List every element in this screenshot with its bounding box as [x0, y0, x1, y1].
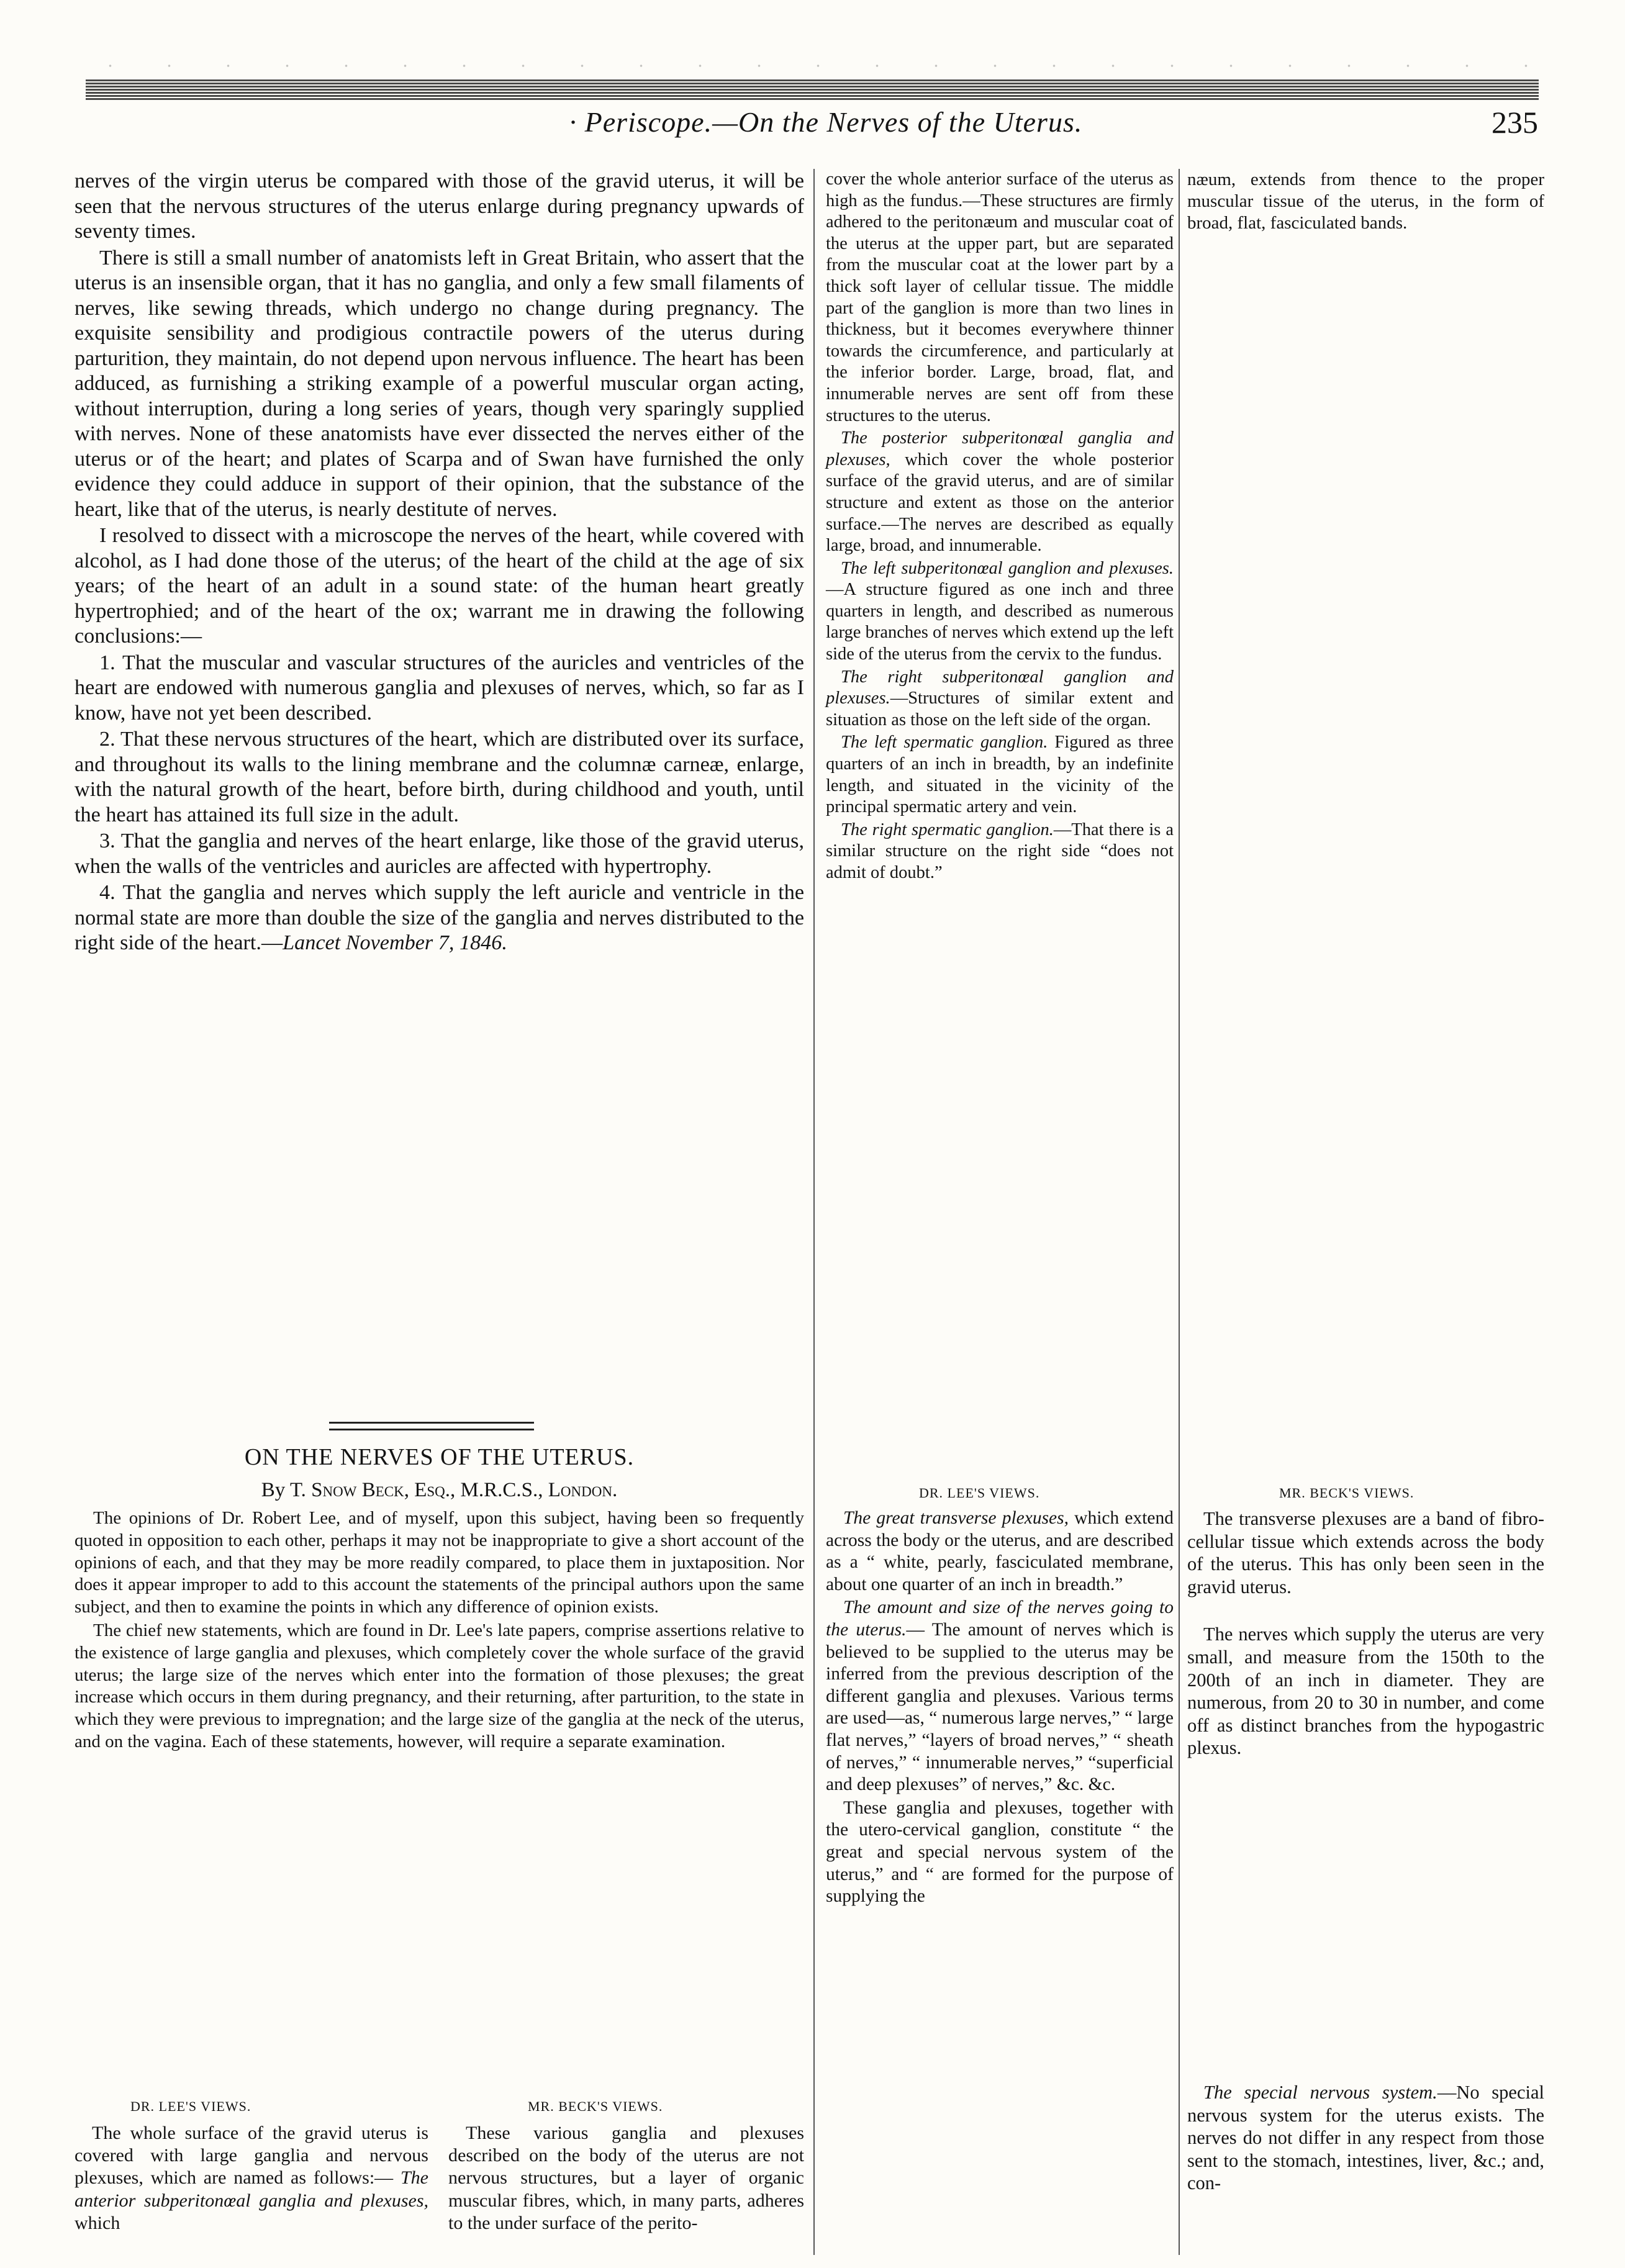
lee-views-column-2 — [826, 1507, 1174, 1909]
paragraph-text: — The amount of nerves which is believed to be supplied to the uterus may be inferred from the previous description of the different ganglia and plexuses. Various terms are used—as, “ numerous large nerves,” “ large flat nerves,” “layers of broad nerves,” “ sheath of nerves,” “ innumerable nerves,” “superficial and deep plexuses” of nerves,” &c. &c. — [826, 1619, 1174, 1795]
paragraph-text: which extend across the body or the uterus, and are described as a “ white, pearly, fasciculated membrane, about one quarter of an inch in breadth.” — [826, 1508, 1174, 1594]
byline-prefix: By T. — [261, 1479, 306, 1501]
italic-heading: The special nervous system. — [1203, 2082, 1437, 2103]
paragraph — [826, 558, 1174, 666]
paragraph-text: which cover the whole posterior surface of the gravid uterus, and are of similar structure and extent as those on the anterior surface.—The nerves are described as equally large, broad, and innumerable. — [826, 450, 1174, 556]
paragraph: These various ganglia and plexuses described on the body of the uterus are not nervous structures, but a layer of organic muscular fibres, which, in many parts, adheres to the under surface of the perito- — [448, 2123, 804, 2233]
lee-views-heading-2: DR. LEE'S VIEWS. — [919, 1485, 1040, 1501]
middle-column — [826, 169, 1174, 885]
paragraph-text: —Structures of similar extent and situation as those on the left side of the organ. — [826, 689, 1174, 730]
italic-heading: The great transverse plexuses, — [843, 1508, 1069, 1528]
paragraph — [75, 2122, 428, 2234]
paragraph: These ganglia and plexuses, together with the utero-cervical ganglion, constitute “ the great and special nervous system of the uterus,” and “ are formed for the purpose of supplying the — [826, 1797, 1174, 1907]
article-intro — [75, 1507, 804, 1755]
conclusion-item: 2. That these nervous structures of the heart, which are distributed over its surface, and throughout its walls to the lining membrane and the columnæ carneæ, enlarge, with the natural growth of the heart, before birth, during childhood and youth, until the heart has attained its full size in the adult. — [75, 728, 804, 826]
paragraph — [826, 732, 1174, 818]
beck-views-column — [448, 2122, 804, 2236]
header-rule — [86, 79, 1539, 101]
byline — [75, 1479, 804, 1502]
italic-heading: The right spermatic ganglion. — [841, 820, 1054, 839]
article-title: ON THE NERVES OF THE UTERUS. — [244, 1444, 635, 1470]
paragraph — [826, 820, 1174, 884]
italic-heading: The left subperitonœal ganglion and plexuses. — [841, 558, 1174, 578]
running-head: · Periscope.—On the Nerves of the Uterus. — [569, 106, 1083, 138]
paragraph: cover the whole anterior surface of the uterus as high as the fundus.—These structures are firmly adhered to the peritonæum and muscular coat of the uterus at the upper part, but are separated from the muscular coat at the lower part by a thick soft layer of cellular tissue. The middle part of the ganglion is more than two lines in thickness, but it becomes everywhere thinner towards the circumference, and particularly at the inferior border. Large, broad, flat, and innumerable nerves are sent off from these structures to the uterus. — [826, 169, 1174, 425]
paragraph-text: —A structure figured as one inch and three quarters in length, and described as numerous large branches of nerves which extend up the left side of the uterus from the cervix to the fundus. — [826, 580, 1174, 664]
paragraph — [826, 428, 1174, 557]
conclusion-item — [75, 880, 804, 956]
italic-heading: The left spermatic ganglion. — [841, 733, 1048, 752]
conclusion-item: 1. That the muscular and vascular structures of the auricles and ventricles of the heart are endowed with numerous ganglia and plexuses of nerves, which, so far as I know, have not yet been described. — [75, 651, 804, 725]
citation: Lancet November 7, 1846. — [283, 931, 507, 954]
main-column — [75, 169, 804, 957]
paragraph: I resolved to dissect with a microscope the nerves of the heart, while covered with alcohol, as I had done those of the uterus; of the heart of the child at the age of six years; of the heart of an adult in a sound state: of the human heart greatly hypertrophied; and of the heart of the ox; warrant me in drawing the following conclusions:— — [75, 524, 804, 648]
lee-views-heading: DR. LEE'S VIEWS. — [130, 2099, 251, 2114]
column-rule — [1179, 169, 1180, 2255]
paragraph — [1187, 2081, 1544, 2195]
beck-views-column-3 — [1187, 2081, 1544, 2196]
paragraph: The nerves which supply the uterus are very small, and measure from the 150th to the 200th of an inch in diameter. They are numerous, from 20 to 30 in number, and come off as distinct branches from the hypogastric plexus. — [1187, 1624, 1544, 1759]
section-divider — [329, 1422, 534, 1430]
beck-views-column-2 — [1187, 1507, 1544, 1761]
paragraph: nerves of the virgin uterus be compared with those of the gravid uterus, it will be seen that the nervous structures of the uterus enlarge during pregnancy upwards of seventy times. — [75, 169, 804, 243]
lee-views-column — [75, 2122, 428, 2236]
print-speckle — [81, 55, 1546, 77]
column-rule — [813, 169, 815, 2255]
lee-text: The whole surface of the gravid uterus is covered with large ganglia and nervous plexuses, which are named as follows:— — [75, 2123, 428, 2189]
conclusion-item: 3. That the ganglia and nerves of the heart enlarge, like those of the gravid uterus, when the walls of the ventricles and auricles are affected with hypertrophy. — [75, 829, 804, 878]
paragraph-text: Figured as three quarters of an inch in breadth, by an indefinite length, and situated in the vicinity of the principal spermatic artery and vein. — [826, 733, 1174, 817]
paragraph — [826, 1507, 1174, 1596]
paragraph-text: —No special nervous system for the uterus exists. The nerves do not differ in any respect from those sent to the stomach, intestines, liver, &c.; and, con- — [1187, 2082, 1544, 2194]
paragraph — [826, 667, 1174, 731]
paragraph: There is still a small number of anatomists left in Great Britain, who assert that the uterus is an insensible organ, that it has no ganglia, and only a few small filaments of nerves, like sewing threads, which undergo no change during pregnancy. The exquisite sensibility and prodigious contractile powers of the uterus during parturition, they maintain, do not depend upon nervous influence. The heart has been adduced, as furnishing a striking example of a powerful muscular organ acting, without interruption, during a long series of years, though very sparingly supplied with nerves. None of these anatomists have ever dissected the nerves either of the uterus or of the heart; and plates of Scarpa and of Swan have furnished the only evidence they could adduce in support of their opinion, that the substance of the heart, like that of the uterus, is nearly destitute of nerves. — [75, 246, 804, 521]
beck-views-heading: MR. BECK'S VIEWS. — [528, 2099, 663, 2114]
beck-views-heading-2: MR. BECK'S VIEWS. — [1279, 1485, 1415, 1501]
paragraph — [826, 1597, 1174, 1796]
lee-tail: which — [75, 2212, 120, 2233]
italic-heading: The right subperitonœal ganglion and plexuses. — [826, 667, 1174, 708]
conclusion-text: 4. That the ganglia and nerves which supply the left auricle and ventricle in the normal state are more than double the size of the ganglia and nerves distributed to the right side of the heart.— — [75, 881, 804, 954]
right-column-top — [1187, 169, 1544, 235]
page-number: 235 — [1491, 105, 1538, 140]
paragraph: The chief new statements, which are found in Dr. Lee's late papers, comprise assertions relative to the existence of large ganglia and plexuses, which completely cover the whole surface of the gravid uterus; the large size of the nerves which enter into the formation of those plexuses; the great increase which occurs in them during pregnancy, and their returning, after parturition, to the state in which they were previous to impregnation; and the large size of the ganglia at the neck of the uterus, and on the vagina. Each of these statements, however, will require a separate examination. — [75, 1620, 804, 1751]
paragraph-text: —That there is a similar structure on the right side “does not admit of doubt.” — [826, 820, 1174, 882]
paragraph: The opinions of Dr. Robert Lee, and of myself, upon this subject, having been so frequently quoted in opposition to each other, perhaps it may not be inappropriate to give a short account of the opinions of each, and that they may be more readily compared, to place them in juxtaposition. Nor does it appear improper to add to this account the statements of the principal authors upon the same subject, and then to examine the points in which any difference of opinion exists. — [75, 1508, 804, 1617]
paragraph: næum, extends from thence to the proper muscular tissue of the uterus, in the form of broad, flat, fasciculated bands. — [1187, 169, 1544, 233]
italic-heading: The posterior subperitonœal ganglia and plexuses, — [826, 428, 1174, 469]
lee-italic: The anterior subperitonœal ganglia and plexuses, — [75, 2167, 428, 2211]
paragraph: The transverse plexuses are a band of fibro-cellular tissue which extends across the body of the uterus. This has only been seen in the gravid uterus. — [1187, 1508, 1544, 1597]
italic-heading: The amount and size of the nerves going to the uterus. — [826, 1597, 1174, 1640]
byline-name: Snow Beck, Esq., M.R.C.S., London. — [311, 1479, 618, 1501]
